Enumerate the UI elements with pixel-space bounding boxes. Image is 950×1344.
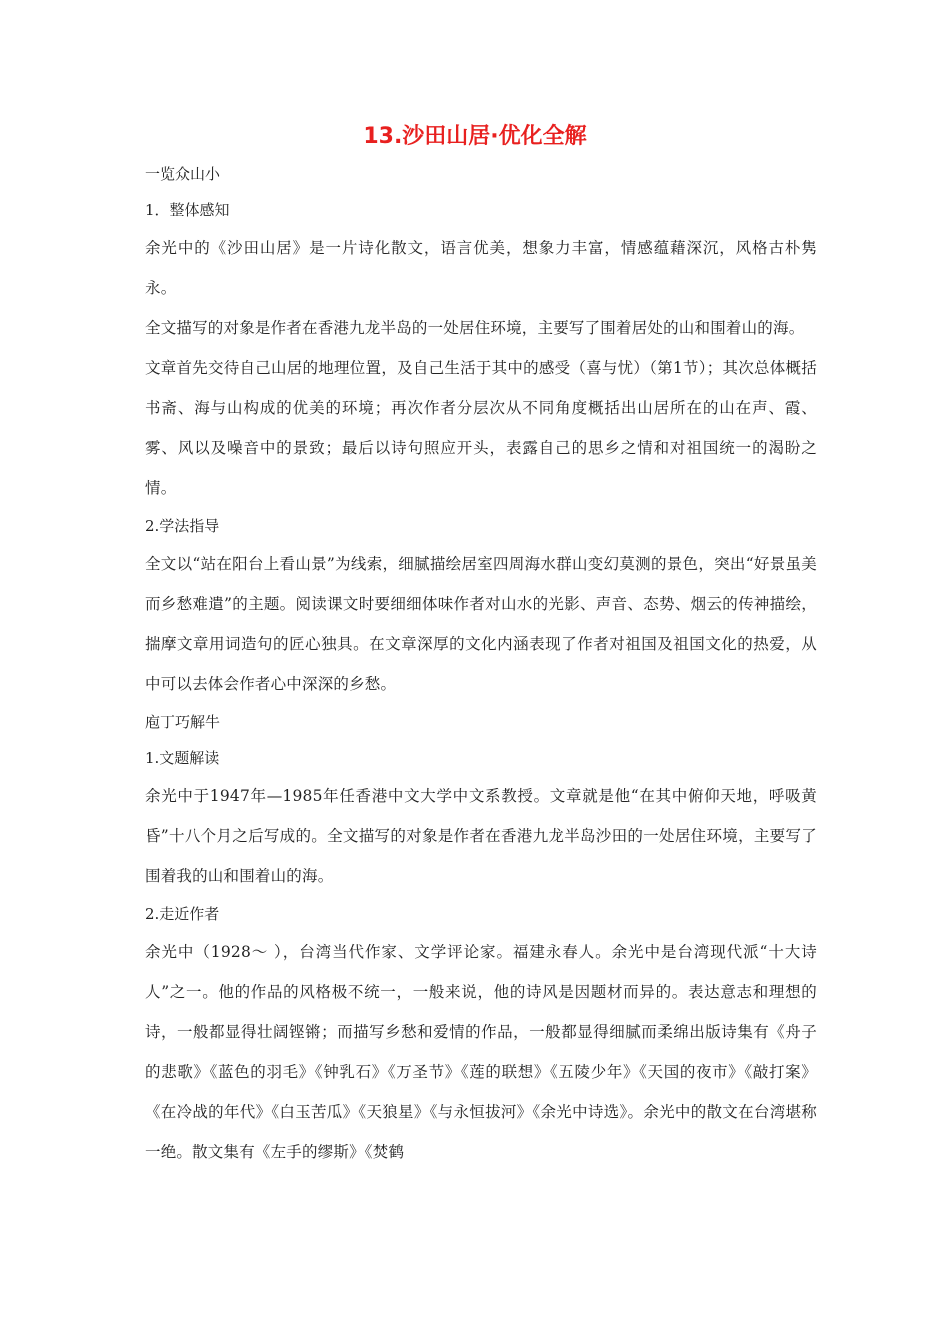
paragraph-subject-summary: 全文描写的对象是作者在香港九龙半岛的一处居住环境，主要写了围着居处的山和围着山的海。 (145, 319, 805, 337)
paragraph-structure-summary: 文章首先交待自己山居的地理位置，及自己生活于其中的感受（喜与忧）（第1节）；其次总体概括书斋、海与山构成的优美的环境；再次作者分层次从不同角度概括出山居所在的山在声、霞、雾、风以及噪音中的景致；最后以诗句照应开头，表露自己的思乡之情和对祖国统一的渴盼之情。 (145, 359, 817, 497)
section-heading-analysis: 庖丁巧解牛 (145, 713, 221, 731)
document-title: 13.沙田山居·优化全解 (363, 124, 587, 149)
paragraph-title-interpretation: 余光中于1947年—1985年任香港中文大学中文系教授。文章就是他“在其中俯仰天地，呼吸黄昏”十八个月之后写成的。全文描写的对象是作者在香港九龙半岛沙田的一处居住环境，主要写了围着我的山和围着山的海。 (145, 787, 817, 885)
paragraph-study-guide: 全文以“站在阳台上看山景”为线索，细腻描绘居室四周海水群山变幻莫测的景色，突出“好景虽美而乡愁难遣”的主题。阅读课文时要细细体味作者对山水的光影、声音、态势、烟云的传神描绘，揣摩文章用词造句的匠心独具。在文章深厚的文化内涵表现了作者对祖国及祖国文化的热爱，从中可以去体会作者心中深深的乡愁。 (145, 555, 817, 693)
paragraph-about-author: 余光中（1928～ ），台湾当代作家、文学评论家。福建永春人。余光中是台湾现代派“十大诗人”之一。他的作品的风格极不统一，一般来说，他的诗风是因题材而异的。表达意志和理想的诗，一般都显得壮阔铿锵；而描写乡愁和爱情的作品，一般都显得细腻而柔绵出版诗集有《舟子的悲歌》《蓝色的羽毛》《钟乳石》《万圣节》《莲的联想》《五陵少年》《天国的夜市》《敲打案》《在冷战的年代》《白玉苦瓜》《天狼星》《与永恒拔河》《余光中诗选》。余光中的散文在台湾堪称一绝。散文集有《左手的缪斯》《焚鹤 (145, 943, 817, 1161)
subsection-heading-overall-perception: 1．整体感知 (145, 201, 230, 219)
subsection-heading-about-author: 2.走近作者 (145, 905, 220, 923)
section-heading-overview: 一览众山小 (145, 165, 221, 183)
paragraph-style-summary: 余光中的《沙田山居》是一片诗化散文，语言优美，想象力丰富，情感蕴藉深沉，风格古朴隽永。 (145, 239, 817, 297)
subsection-heading-study-guide: 2.学法指导 (145, 517, 220, 535)
subsection-heading-title-interpretation: 1.文题解读 (145, 749, 220, 767)
document-body (145, 156, 817, 1172)
